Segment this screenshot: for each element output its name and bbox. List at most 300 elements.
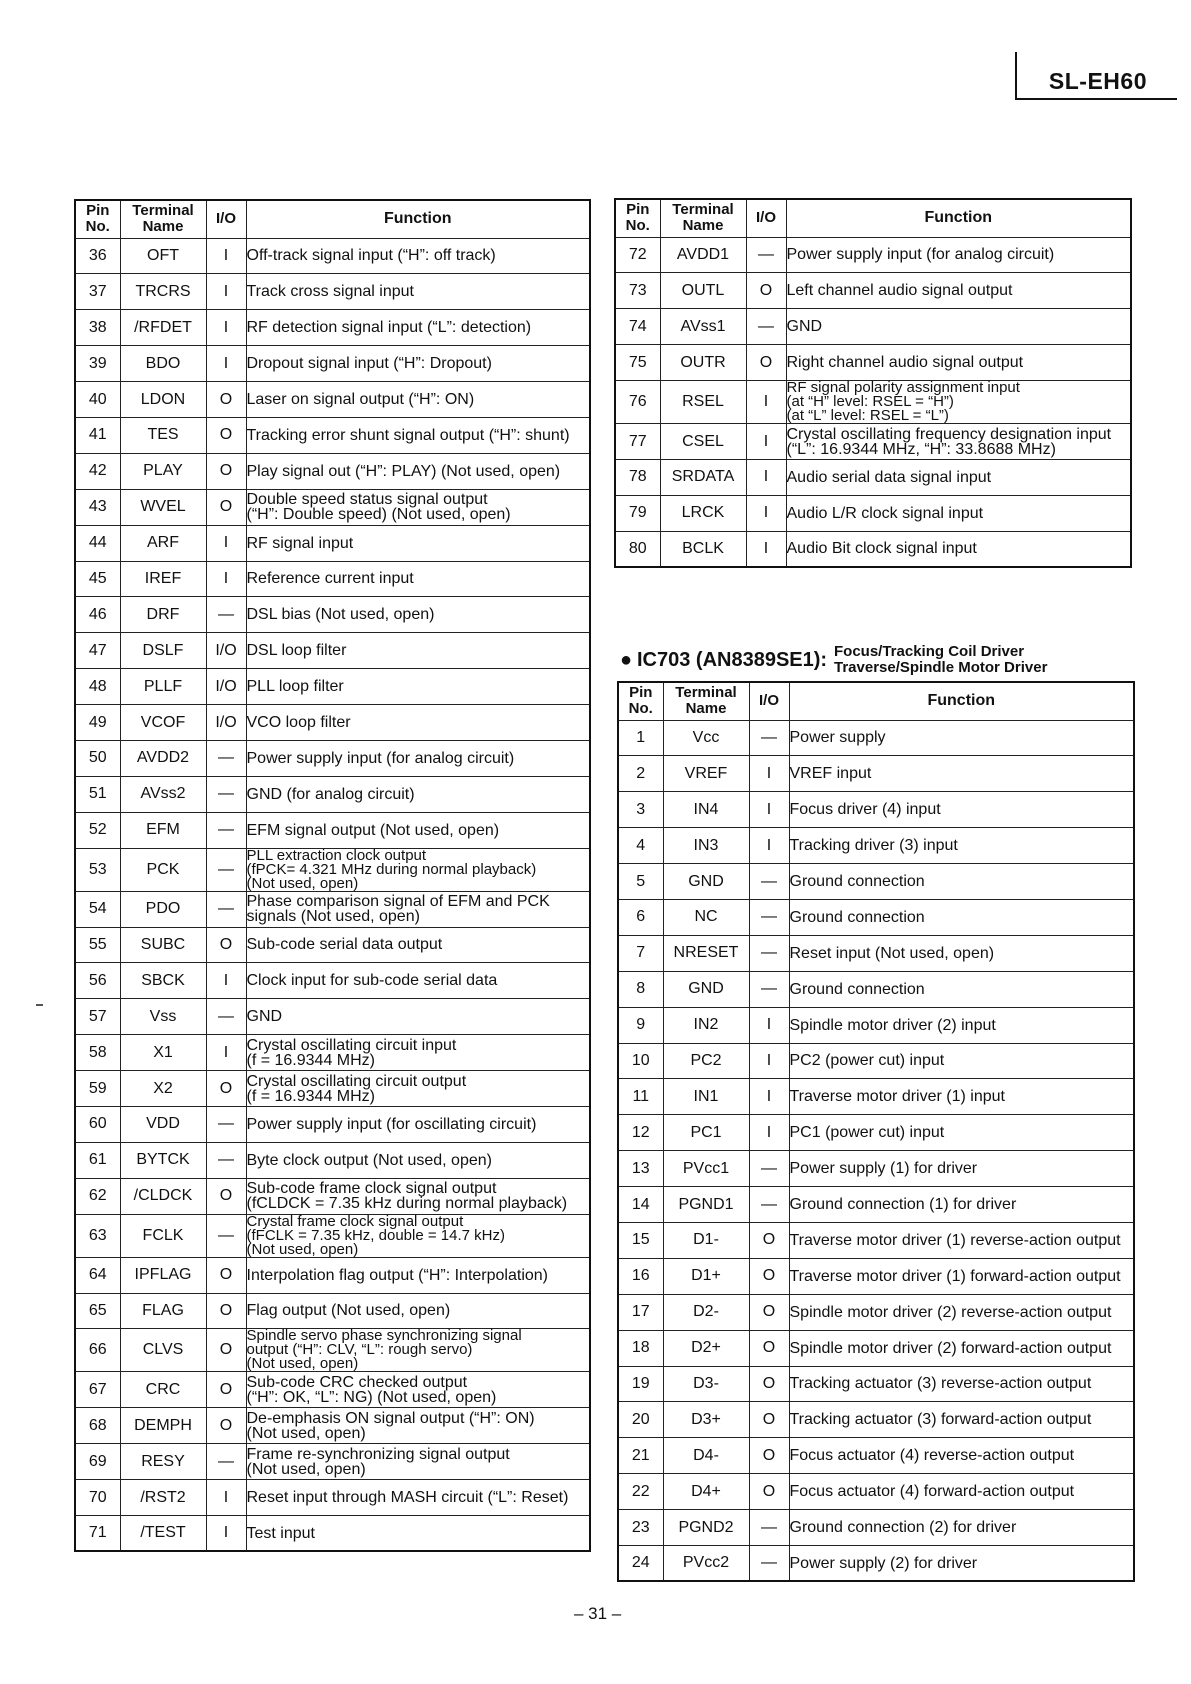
pin-row	[615, 381, 1131, 424]
io-type: —	[746, 309, 786, 345]
table-header-row	[75, 200, 590, 238]
io-type: —	[206, 597, 246, 633]
io-type: O	[206, 1071, 246, 1107]
function-desc: Test input	[246, 1516, 590, 1552]
function-desc: Power supply (1) for driver	[789, 1151, 1134, 1187]
function-desc: PC2 (power cut) input	[789, 1043, 1134, 1079]
terminal-name: GND	[663, 864, 749, 900]
terminal-name: /RST2	[120, 1480, 206, 1516]
function-desc: VREF input	[789, 756, 1134, 792]
ic703-pin-table	[617, 681, 1135, 1582]
terminal-name: PLAY	[120, 453, 206, 489]
pin-number: 24	[618, 1545, 663, 1581]
pin-row	[75, 1071, 590, 1107]
io-type: —	[749, 1545, 789, 1581]
function-desc: GND	[786, 309, 1131, 345]
function-desc: Sub-code CRC checked output (“H”: OK, “L”: NG) (Not used, open)	[246, 1372, 590, 1408]
io-type: I	[749, 828, 789, 864]
pin-table-72-80	[614, 198, 1132, 568]
pin-row	[618, 899, 1134, 935]
io-type: I	[206, 238, 246, 274]
terminal-name: DRF	[120, 597, 206, 633]
pin-row	[615, 309, 1131, 345]
pin-row	[618, 1366, 1134, 1402]
pin-row	[75, 891, 590, 927]
io-type: O	[749, 1222, 789, 1258]
function-desc: Ground connection (2) for driver	[789, 1510, 1134, 1546]
pin-number: 11	[618, 1079, 663, 1115]
function-desc: Off-track signal input (“H”: off track)	[246, 238, 590, 274]
terminal-name: D3+	[663, 1402, 749, 1438]
pin-number: 73	[615, 273, 660, 309]
pin-row	[618, 1545, 1134, 1581]
io-type: O	[749, 1366, 789, 1402]
io-type: O	[206, 1178, 246, 1214]
function-desc: Ground connection	[789, 864, 1134, 900]
pin-row	[618, 1294, 1134, 1330]
model-label-box	[1015, 52, 1177, 100]
function-desc: Right channel audio signal output	[786, 345, 1131, 381]
model-name: SL-EH60	[1048, 68, 1147, 94]
pin-number: 51	[75, 776, 120, 812]
pin-row	[75, 1178, 590, 1214]
function-desc: Play signal out (“H”: PLAY) (Not used, open)	[246, 453, 590, 489]
io-type: I	[746, 531, 786, 567]
terminal-name: D2-	[663, 1294, 749, 1330]
terminal-name: FLAG	[120, 1293, 206, 1329]
pin-number: 22	[618, 1474, 663, 1510]
pin-table-36-71	[74, 199, 591, 1552]
pin-number: 53	[75, 848, 120, 891]
io-type: —	[749, 1510, 789, 1546]
terminal-name: TES	[120, 417, 206, 453]
terminal-name: OFT	[120, 238, 206, 274]
io-type: O	[749, 1474, 789, 1510]
function-desc: Sub-code frame clock signal output (fCLDCK = 7.35 kHz during normal playback)	[246, 1178, 590, 1214]
col-header-io: I/O	[206, 200, 246, 238]
pin-row	[75, 776, 590, 812]
pin-row	[618, 935, 1134, 971]
pin-row	[75, 1516, 590, 1552]
io-type: I	[206, 525, 246, 561]
io-type: —	[206, 1142, 246, 1178]
io-type: O	[746, 273, 786, 309]
pin-number: 45	[75, 561, 120, 597]
terminal-name: AVDD1	[660, 237, 746, 273]
pin-number: 44	[75, 525, 120, 561]
function-desc: Spindle motor driver (2) reverse-action output	[789, 1294, 1134, 1330]
pin-row	[75, 999, 590, 1035]
pin-row	[75, 597, 590, 633]
pin-number: 65	[75, 1293, 120, 1329]
pin-row	[618, 1222, 1134, 1258]
function-desc: Byte clock output (Not used, open)	[246, 1142, 590, 1178]
pin-number: 1	[618, 720, 663, 756]
function-desc: Power supply input (for analog circuit)	[786, 237, 1131, 273]
io-type: I	[749, 756, 789, 792]
ic-description-line-1: Focus/Tracking Coil Driver	[834, 643, 1025, 660]
terminal-name: RSEL	[660, 381, 746, 424]
pin-number: 61	[75, 1142, 120, 1178]
col-header-io: I/O	[746, 199, 786, 237]
io-type: —	[749, 971, 789, 1007]
terminal-name: LDON	[120, 382, 206, 418]
terminal-name: X2	[120, 1071, 206, 1107]
pin-number: 3	[618, 792, 663, 828]
pin-row	[618, 792, 1134, 828]
function-desc: DSL loop filter	[246, 633, 590, 669]
function-desc: De-emphasis ON signal output (“H”: ON) (Not used, open)	[246, 1408, 590, 1444]
pin-row	[618, 828, 1134, 864]
pin-number: 55	[75, 927, 120, 963]
function-desc: Tracking actuator (3) forward-action output	[789, 1402, 1134, 1438]
io-type: I	[206, 963, 246, 999]
pin-number: 64	[75, 1257, 120, 1293]
terminal-name: EFM	[120, 812, 206, 848]
function-desc: Tracking error shunt signal output (“H”: shunt)	[246, 417, 590, 453]
pin-number: 60	[75, 1106, 120, 1142]
terminal-name: PLLF	[120, 669, 206, 705]
pin-number: 79	[615, 495, 660, 531]
function-desc: Power supply	[789, 720, 1134, 756]
table-header-row	[618, 682, 1134, 720]
pin-number: 47	[75, 633, 120, 669]
pin-row	[75, 1214, 590, 1257]
pin-number: 39	[75, 346, 120, 382]
function-desc: Dropout signal input (“H”: Dropout)	[246, 346, 590, 382]
io-type: —	[206, 812, 246, 848]
pin-row	[615, 531, 1131, 567]
pin-number: 12	[618, 1115, 663, 1151]
terminal-name: PGND1	[663, 1187, 749, 1223]
pin-number: 13	[618, 1151, 663, 1187]
terminal-name: RESY	[120, 1444, 206, 1480]
pin-row	[618, 1007, 1134, 1043]
pin-number: 54	[75, 891, 120, 927]
pin-number: 36	[75, 238, 120, 274]
col-header-terminal: Terminal Name	[663, 682, 749, 720]
function-desc: Traverse motor driver (1) forward-action output	[789, 1258, 1134, 1294]
function-desc: Focus driver (4) input	[789, 792, 1134, 828]
io-type: O	[206, 927, 246, 963]
terminal-name: D2+	[663, 1330, 749, 1366]
io-type: O	[749, 1330, 789, 1366]
function-desc: Reset input through MASH circuit (“L”: Reset)	[246, 1480, 590, 1516]
io-type: I	[206, 1516, 246, 1552]
pin-row	[75, 1293, 590, 1329]
function-desc: Flag output (Not used, open)	[246, 1293, 590, 1329]
io-type: I/O	[206, 633, 246, 669]
io-type: O	[746, 345, 786, 381]
io-type: O	[206, 489, 246, 525]
function-desc: Interpolation flag output (“H”: Interpolation)	[246, 1257, 590, 1293]
pin-number: 38	[75, 310, 120, 346]
pin-number: 74	[615, 309, 660, 345]
col-header-io: I/O	[749, 682, 789, 720]
pin-row	[75, 669, 590, 705]
pin-row	[75, 1257, 590, 1293]
pin-row	[618, 971, 1134, 1007]
io-type: —	[746, 237, 786, 273]
pin-row	[615, 345, 1131, 381]
function-desc: EFM signal output (Not used, open)	[246, 812, 590, 848]
io-type: I	[749, 1079, 789, 1115]
col-header-pin: Pin No.	[75, 200, 120, 238]
io-type: O	[206, 1408, 246, 1444]
function-desc: Crystal oscillating circuit input (f = 16.9344 MHz)	[246, 1035, 590, 1071]
pin-row	[615, 237, 1131, 273]
pin-number: 5	[618, 864, 663, 900]
pin-row	[75, 238, 590, 274]
terminal-name: LRCK	[660, 495, 746, 531]
function-desc: Focus actuator (4) forward-action output	[789, 1474, 1134, 1510]
pin-row	[75, 1444, 590, 1480]
terminal-name: VCOF	[120, 705, 206, 741]
terminal-name: /CLDCK	[120, 1178, 206, 1214]
io-type: —	[749, 1151, 789, 1187]
function-desc: Spindle servo phase synchronizing signal output (“H”: CLV, “L”: rough servo) (Not used, open)	[246, 1329, 590, 1372]
function-desc: Ground connection	[789, 899, 1134, 935]
pin-number: 19	[618, 1366, 663, 1402]
function-desc: Traverse motor driver (1) input	[789, 1079, 1134, 1115]
terminal-name: ARF	[120, 525, 206, 561]
pin-number: 78	[615, 459, 660, 495]
pin-row	[618, 1187, 1134, 1223]
function-desc: PLL loop filter	[246, 669, 590, 705]
io-type: I	[206, 346, 246, 382]
terminal-name: OUTL	[660, 273, 746, 309]
pin-row	[618, 756, 1134, 792]
function-desc: PLL extraction clock output (fPCK= 4.321 MHz during normal playback) (Not used, open)	[246, 848, 590, 891]
terminal-name: VREF	[663, 756, 749, 792]
terminal-name: IN2	[663, 1007, 749, 1043]
io-type: I	[206, 274, 246, 310]
pin-number: 16	[618, 1258, 663, 1294]
pin-row	[75, 1329, 590, 1372]
terminal-name: D1-	[663, 1222, 749, 1258]
pin-number: 15	[618, 1222, 663, 1258]
terminal-name: PC2	[663, 1043, 749, 1079]
ic-name: IC703 (AN8389SE1):	[637, 649, 828, 671]
pin-number: 75	[615, 345, 660, 381]
pin-number: 66	[75, 1329, 120, 1372]
pin-number: 49	[75, 705, 120, 741]
terminal-name: DEMPH	[120, 1408, 206, 1444]
pin-row	[618, 1043, 1134, 1079]
io-type: I	[746, 459, 786, 495]
pin-number: 76	[615, 381, 660, 424]
pin-number: 42	[75, 453, 120, 489]
function-desc: Tracking driver (3) input	[789, 828, 1134, 864]
io-type: I/O	[206, 705, 246, 741]
io-type: I	[749, 1043, 789, 1079]
io-type: I	[749, 1007, 789, 1043]
pin-number: 52	[75, 812, 120, 848]
pin-number: 43	[75, 489, 120, 525]
io-type: O	[749, 1294, 789, 1330]
io-type: —	[206, 999, 246, 1035]
function-desc: RF signal polarity assignment input (at “H” level: RSEL = “H”) (at “L” level: RSEL = “L”)	[786, 381, 1131, 424]
terminal-name: /TEST	[120, 1516, 206, 1552]
pin-number: 56	[75, 963, 120, 999]
io-type: —	[749, 1187, 789, 1223]
io-type: I	[206, 1480, 246, 1516]
pin-row	[75, 310, 590, 346]
pin-number: 71	[75, 1516, 120, 1552]
function-desc: Audio L/R clock signal input	[786, 495, 1131, 531]
pin-row	[75, 1035, 590, 1071]
function-desc: GND (for analog circuit)	[246, 776, 590, 812]
io-type: I	[206, 1035, 246, 1071]
terminal-name: PDO	[120, 891, 206, 927]
function-desc: Sub-code serial data output	[246, 927, 590, 963]
pin-row	[75, 525, 590, 561]
pin-number: 77	[615, 424, 660, 460]
pin-row	[75, 274, 590, 310]
ic703-section-heading	[620, 643, 1140, 680]
function-desc: Frame re-synchronizing signal output (Not used, open)	[246, 1444, 590, 1480]
pin-row	[75, 927, 590, 963]
pin-number: 80	[615, 531, 660, 567]
terminal-name: BCLK	[660, 531, 746, 567]
pin-number: 68	[75, 1408, 120, 1444]
io-type: —	[749, 720, 789, 756]
pin-number: 41	[75, 417, 120, 453]
pin-number: 21	[618, 1438, 663, 1474]
terminal-name: BDO	[120, 346, 206, 382]
io-type: —	[749, 935, 789, 971]
io-type: I	[206, 561, 246, 597]
io-type: —	[206, 776, 246, 812]
function-desc: Power supply (2) for driver	[789, 1545, 1134, 1581]
io-type: —	[206, 1444, 246, 1480]
terminal-name: IPFLAG	[120, 1257, 206, 1293]
terminal-name: /RFDET	[120, 310, 206, 346]
function-desc: Phase comparison signal of EFM and PCK signals (Not used, open)	[246, 891, 590, 927]
terminal-name: TRCRS	[120, 274, 206, 310]
terminal-name: IN4	[663, 792, 749, 828]
pin-number: 7	[618, 935, 663, 971]
terminal-name: VDD	[120, 1106, 206, 1142]
function-desc: GND	[246, 999, 590, 1035]
function-desc: Spindle motor driver (2) forward-action output	[789, 1330, 1134, 1366]
function-desc: Track cross signal input	[246, 274, 590, 310]
function-desc: Focus actuator (4) reverse-action output	[789, 1438, 1134, 1474]
function-desc: Ground connection (1) for driver	[789, 1187, 1134, 1223]
pin-number: 69	[75, 1444, 120, 1480]
function-desc: Laser on signal output (“H”: ON)	[246, 382, 590, 418]
col-header-pin: Pin No.	[618, 682, 663, 720]
io-type: I	[749, 792, 789, 828]
io-type: —	[206, 891, 246, 927]
col-header-terminal: Terminal Name	[120, 200, 206, 238]
pin-number: 63	[75, 1214, 120, 1257]
pin-row	[75, 1408, 590, 1444]
terminal-name: NC	[663, 899, 749, 935]
terminal-name: GND	[663, 971, 749, 1007]
terminal-name: FCLK	[120, 1214, 206, 1257]
io-type: —	[206, 740, 246, 776]
pin-row	[618, 1474, 1134, 1510]
pin-number: 4	[618, 828, 663, 864]
io-type: —	[749, 864, 789, 900]
terminal-name: IREF	[120, 561, 206, 597]
function-desc: PC1 (power cut) input	[789, 1115, 1134, 1151]
function-desc: Traverse motor driver (1) reverse-action output	[789, 1222, 1134, 1258]
function-desc: Reset input (Not used, open)	[789, 935, 1134, 971]
pin-number: 6	[618, 899, 663, 935]
io-type: —	[206, 848, 246, 891]
pin-row	[75, 963, 590, 999]
function-desc: Ground connection	[789, 971, 1134, 1007]
bullet-icon: ●	[620, 649, 633, 671]
pin-row	[618, 1258, 1134, 1294]
pin-row	[618, 1151, 1134, 1187]
pin-number: 50	[75, 740, 120, 776]
pin-number: 2	[618, 756, 663, 792]
pin-row	[618, 1402, 1134, 1438]
terminal-name: PC1	[663, 1115, 749, 1151]
terminal-name: IN1	[663, 1079, 749, 1115]
pin-number: 48	[75, 669, 120, 705]
pin-row	[75, 633, 590, 669]
pin-number: 8	[618, 971, 663, 1007]
io-type: O	[206, 1257, 246, 1293]
pin-number: 67	[75, 1372, 120, 1408]
pin-row	[75, 740, 590, 776]
function-desc: Spindle motor driver (2) input	[789, 1007, 1134, 1043]
pin-row	[75, 561, 590, 597]
io-type: I	[749, 1115, 789, 1151]
col-header-function: Function	[786, 199, 1131, 237]
terminal-name: DSLF	[120, 633, 206, 669]
pin-number: 59	[75, 1071, 120, 1107]
function-desc: Tracking actuator (3) reverse-action output	[789, 1366, 1134, 1402]
pin-number: 10	[618, 1043, 663, 1079]
pin-row	[615, 459, 1131, 495]
function-desc: Power supply input (for analog circuit)	[246, 740, 590, 776]
io-type: I	[746, 495, 786, 531]
io-type: —	[206, 1106, 246, 1142]
pin-row	[75, 848, 590, 891]
pin-number: 72	[615, 237, 660, 273]
function-desc: DSL bias (Not used, open)	[246, 597, 590, 633]
pin-row	[75, 489, 590, 525]
terminal-name: PVcc2	[663, 1545, 749, 1581]
pin-number: 37	[75, 274, 120, 310]
pin-number: 62	[75, 1178, 120, 1214]
pin-row	[618, 1079, 1134, 1115]
col-header-pin: Pin No.	[615, 199, 660, 237]
pin-number: 70	[75, 1480, 120, 1516]
io-type: O	[206, 417, 246, 453]
pin-row	[618, 1438, 1134, 1474]
pin-row	[75, 453, 590, 489]
pin-row	[618, 1115, 1134, 1151]
pin-row	[618, 864, 1134, 900]
pin-number: 40	[75, 382, 120, 418]
function-desc: VCO loop filter	[246, 705, 590, 741]
terminal-name: IN3	[663, 828, 749, 864]
function-desc: Reference current input	[246, 561, 590, 597]
function-desc: RF signal input	[246, 525, 590, 561]
terminal-name: SUBC	[120, 927, 206, 963]
io-type: —	[206, 1214, 246, 1257]
terminal-name: SRDATA	[660, 459, 746, 495]
pin-row	[75, 1106, 590, 1142]
terminal-name: WVEL	[120, 489, 206, 525]
io-type: O	[206, 1372, 246, 1408]
